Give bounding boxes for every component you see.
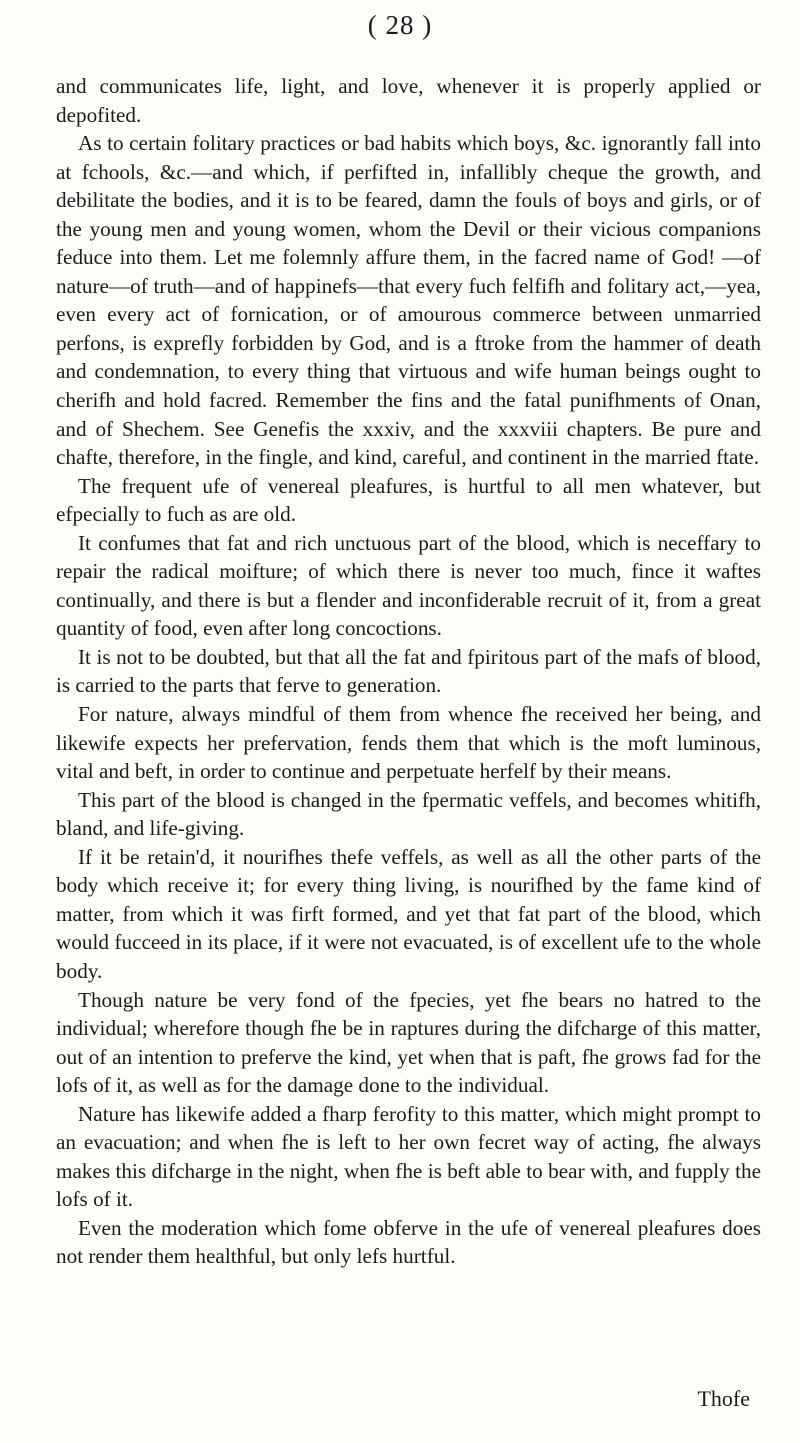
paragraph-6: For nature, always mindful of them from whence fhe received her being, and likewife expects her prefervation, fends them that which is the moft luminous, vital and beft, in order to continue and perpetuate herfelf by their means. xyxy=(56,702,761,784)
paragraph-2: As to certain folitary practices or bad habits which boys, &c. ignorantly fall into at fchools, &c.—and which, if perfifted in, infallibly cheque the growth, and debilitate the bodies, and it is to be feared, damn the fouls of boys and girls, or of the young men and young women, whom the Devil or their vicious companions feduce into them. Let me folemnly affure them, in the facred name of God! —of nature—of truth—and of happinefs—that every fuch felfifh and folitary act,—yea, even every act of fornication, or of amourous commerce between unmarried perfons, is exprefly forbidden by God, and is a ftroke from the hammer of death and condemnation, to every thing that virtuous and wife human beings ought to cherifh and hold facred. Remember the fins and the fatal punifhments of Onan, and of Shechem. See Genefis the xxxiv, and the xxxviii chapters. Be pure and chafte, therefore, in the fingle, and kind, careful, and continent in the married ftate. xyxy=(56,131,761,470)
paragraph-9: Though nature be very fond of the fpecies, yet fhe bears no hatred to the individual; wherefore though fhe be in raptures during the difcharge of this matter, out of an intention to preferve the kind, yet when that is paft, fhe grows fad for the lofs of it, as well as for the damage done to the individual. xyxy=(56,987,761,1098)
paragraph-4: It confumes that fat and rich unctuous part of the blood, which is neceffary to repair the radical moifture; of which there is never too much, fince it waftes continually, and there is but a flender and inconfiderable recruit of it, from a great quantity of food, even after long concoctions. xyxy=(56,530,761,641)
catchword: Thofe xyxy=(697,1386,750,1411)
paragraph-3: The frequent ufe of venereal pleafures, is hurtful to all men whatever, but efpecially to fuch as are old. xyxy=(56,473,761,527)
body-text xyxy=(56,72,761,1271)
paragraph-11: Even the moderation which fome obferve in the ufe of venereal pleafures does not render them healthful, but only lefs hurtful. xyxy=(56,1215,761,1269)
page-number: ( 28 ) xyxy=(367,10,433,40)
paragraph-8: If it be retain'd, it nourifhes thefe veffels, as well as all the other parts of the body which receive it; for every thing living, is nourifhed by the fame kind of matter, from which it was firft formed, and yet that fat part of the blood, which would fucceed in its place, if it were not evacuated, is of excellent ufe to the whole body. xyxy=(56,844,761,983)
paragraph-5: It is not to be doubted, but that all the fat and fpiritous part of the mafs of blood, is carried to the parts that ferve to generation. xyxy=(56,644,761,698)
paragraph-1: and communicates life, light, and love, whenever it is properly applied or depofited. xyxy=(56,74,761,127)
paragraph-10: Nature has likewife added a fharp ferofity to this matter, which might prompt to an evacuation; and when fhe is left to her own fecret way of acting, fhe always makes this difcharge in the night, when fhe is beft able to bear with, and fupply the lofs of it. xyxy=(56,1101,761,1212)
paragraph-7: This part of the blood is changed in the fpermatic veffels, and becomes whitifh, bland, and life-giving. xyxy=(56,787,761,841)
